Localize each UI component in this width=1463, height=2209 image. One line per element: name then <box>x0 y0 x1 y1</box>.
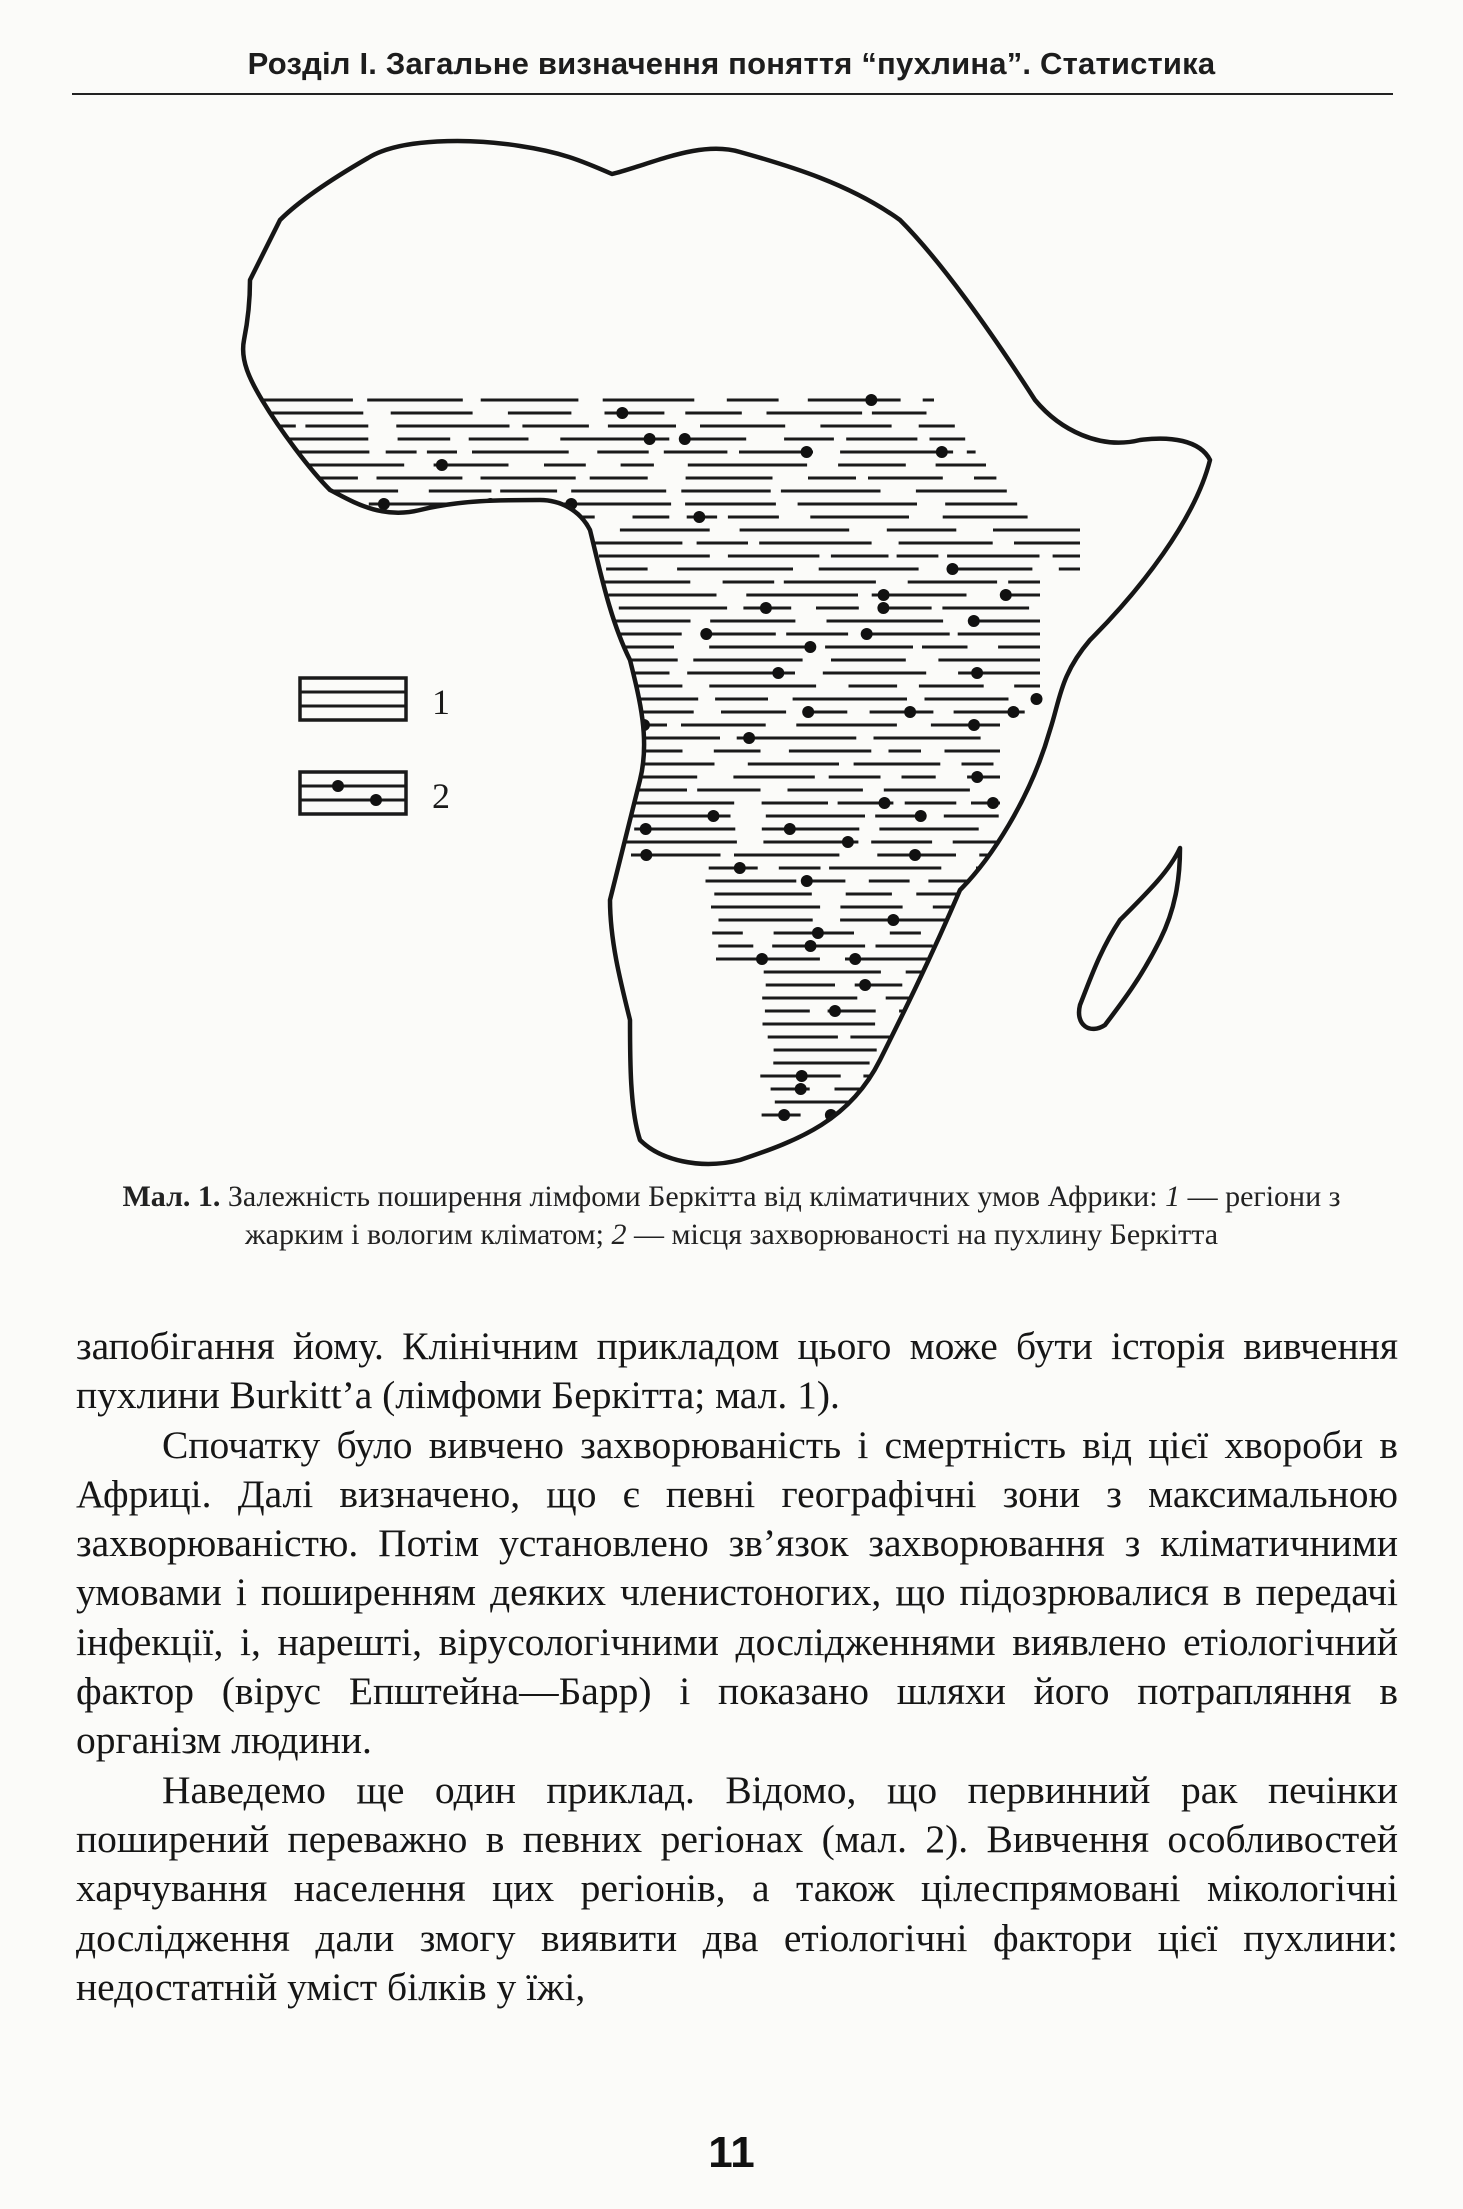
incidence-dot <box>909 849 921 861</box>
incidence-dot <box>378 498 390 510</box>
incidence-dot <box>802 706 814 718</box>
incidence-dot <box>971 771 983 783</box>
climate-hatch-layer <box>240 394 1080 1121</box>
figure-label: Мал. 1. <box>122 1180 221 1213</box>
incidence-dot <box>795 1083 807 1095</box>
incidence-dot <box>1000 589 1012 601</box>
body-text <box>76 1322 1398 2012</box>
caption-key-1: 1 <box>1165 1180 1181 1213</box>
incidence-dot <box>743 732 755 744</box>
incidence-dot <box>968 615 980 627</box>
incidence-dot <box>971 667 983 679</box>
incidence-dot <box>861 628 873 640</box>
legend-swatch-hatch <box>300 678 406 720</box>
legend-item-1 <box>300 678 450 722</box>
incidence-dot <box>640 849 652 861</box>
paragraph-2: Спочатку було вивчено захворюваність і смертність від цієї хвороби в Африці. Далі визначено, що є певні географічні зони з максимальною захворюваністю. Потім установлено зв’язок захворювання з кліматичними умовами і поширенням деяких членистоногих, що підозрювалися в передачі інфекції, і, нарешті, вірусологічними дослідженнями виявлено етіологічний фактор (вірус Епштейна—Барр) і показано шляхи його потрапляння в організм людини. <box>76 1422 1398 1763</box>
incidence-dot <box>1031 693 1043 705</box>
incidence-dot <box>778 1109 790 1121</box>
incidence-dot <box>436 459 448 471</box>
incidence-dot <box>915 810 927 822</box>
incidence-dot <box>947 563 959 575</box>
incidence-dot <box>640 823 652 835</box>
incidence-dot <box>700 628 712 640</box>
incidence-dot <box>904 706 916 718</box>
incidence-dot <box>968 719 980 731</box>
incidence-dot <box>890 1070 902 1082</box>
legend-label-1: 1 <box>432 682 450 722</box>
incidence-dot <box>960 940 972 952</box>
incidence-dot <box>679 433 691 445</box>
figure-caption <box>90 1178 1373 1254</box>
running-head: Розділ І. Загальне визначення поняття “пухлина”. Статистика <box>247 46 1216 81</box>
incidence-dot <box>909 1005 921 1017</box>
incidence-dot <box>877 602 889 614</box>
caption-key-2: 2 <box>611 1218 627 1251</box>
incidence-dot <box>616 407 628 419</box>
legend <box>300 678 450 816</box>
page-number: 11 <box>708 2128 755 2177</box>
incidence-dot <box>1007 706 1019 718</box>
incidence-dot <box>772 667 784 679</box>
incidence-dot <box>924 979 936 991</box>
incidence-dot <box>887 914 899 926</box>
incidence-dot <box>865 394 877 406</box>
incidence-dot <box>859 979 871 991</box>
incidence-dot <box>879 797 891 809</box>
africa-map <box>0 100 1463 1180</box>
incidence-dot <box>804 641 816 653</box>
madagascar-outline <box>1079 848 1180 1029</box>
africa-map-figure <box>0 100 1463 1180</box>
caption-text-c: — місця захворюваності на пухлину Беркітта <box>626 1218 1219 1251</box>
incidence-dot <box>801 875 813 887</box>
incidence-dot <box>707 810 719 822</box>
africa-outline <box>243 141 1210 1164</box>
header-rule <box>72 93 1393 95</box>
incidence-dot <box>796 1070 808 1082</box>
incidence-dot <box>760 602 772 614</box>
incidence-dot <box>987 797 999 809</box>
legend-swatch-hatch-dots <box>300 772 406 814</box>
caption-text-a: Залежність поширення лімфоми Беркітта від кліматичних умов Африки: <box>220 1180 1166 1213</box>
incidence-dot <box>693 511 705 523</box>
paragraph-3: Наведемо ще один приклад. Відомо, що первинний рак печінки поширений переважно в певних регіонах (мал. 2). Вивчення особливостей харчування населення цих регіонів, а також цілеспрямовані мікологічні дослідження дали змогу виявити два етіологічні фактори цієї пухлини: недостатній уміст білків у їжі, <box>76 1767 1398 2009</box>
paragraph-1: запобігання йому. Клінічним прикладом цього може бути історія вивчення пухлини Burkitt’a (лімфоми Беркітта; мал. 1). <box>76 1324 1398 1418</box>
incidence-dot <box>936 446 948 458</box>
incidence-dot <box>268 459 280 471</box>
legend-label-2: 2 <box>432 776 450 816</box>
caption-text-b: — регіони з жарким і вологим кліматом; <box>244 1180 1341 1251</box>
legend-item-2 <box>300 772 450 816</box>
incidence-dot <box>734 862 746 874</box>
incidence-dot <box>784 823 796 835</box>
incidence-dot <box>842 836 854 848</box>
incidence-dot <box>644 433 656 445</box>
incidence-dot <box>878 589 890 601</box>
incidence-dot <box>801 446 813 458</box>
